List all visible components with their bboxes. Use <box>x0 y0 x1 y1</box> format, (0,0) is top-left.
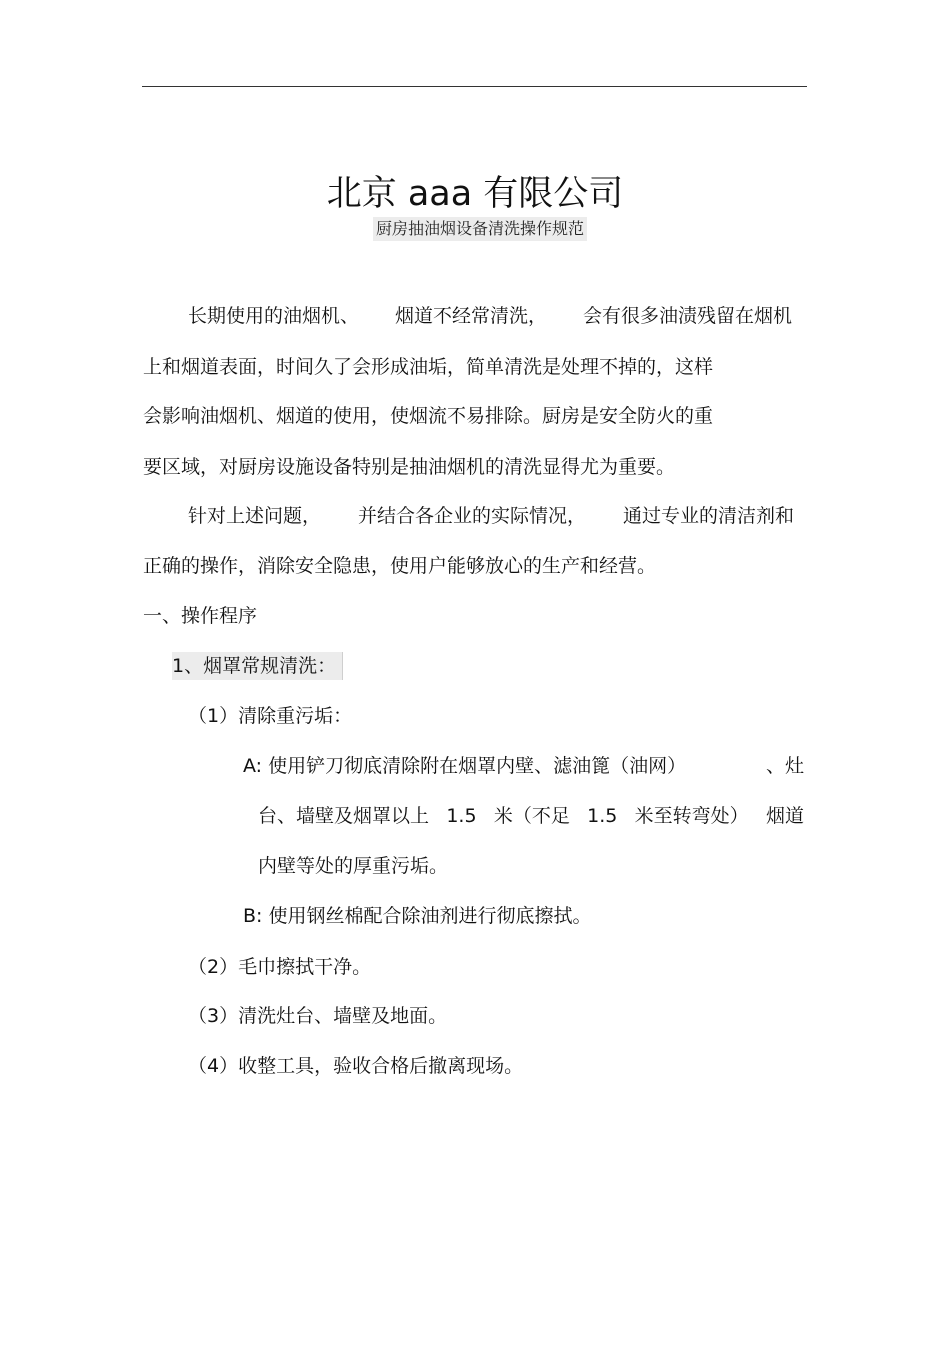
section-heading: 一、操作程序 <box>143 605 258 627</box>
paragraph1-line2: 上和烟道表面，时间久了会形成油垢，简单清洗是处理不掉的，这样 <box>143 356 714 378</box>
paragraph1-line1-part-c: 会有很多油渍残留在烟机 <box>582 305 792 327</box>
document-subtitle: 厨房抽油烟设备清洗操作规范 <box>373 217 587 241</box>
paragraph1-line4: 要区域，对厨房设施设备特别是抽油烟机的清洗显得尤为重要。 <box>143 456 676 478</box>
paragraph2-line1-part-a: 针对上述问题， <box>188 505 322 527</box>
paragraph2-line1-part-b: 并结合各企业的实际情况， <box>357 505 586 527</box>
step-b: B: 使用钢丝棉配合除油剂进行彻底擦拭。 <box>243 905 592 927</box>
company-title: 北京 aaa 有限公司 <box>326 174 624 214</box>
step-2: （2）毛巾擦拭干净。 <box>188 956 372 978</box>
paragraph1-line1-part-b: 烟道不经常清洗， <box>394 305 547 327</box>
subsection-heading-text: 1、烟罩常规清洗： <box>172 652 343 680</box>
subsection-heading <box>172 652 343 680</box>
step-a-line3: 内壁等处的厚重污垢。 <box>258 855 449 877</box>
step-a-line2-part-e: 米至转弯处） <box>634 805 749 827</box>
paragraph2-line2: 正确的操作，消除安全隐患，使用户能够放心的生产和经营。 <box>143 555 657 577</box>
paragraph1-line1-part-a: 长期使用的油烟机、 <box>188 305 360 327</box>
paragraph2-line1 <box>188 502 794 530</box>
step-a-line2-part-c: 米（不足 <box>493 805 570 827</box>
paragraph2-line1-part-c: 通过专业的清洁剂和 <box>622 505 794 527</box>
step-3: （3）清洗灶台、墙壁及地面。 <box>188 1005 448 1027</box>
step-a-line2-part-a: 台、墙壁及烟罩以上 <box>258 805 430 827</box>
header-rule <box>142 86 807 87</box>
step-a-line1-part-b: 、灶 <box>765 755 804 777</box>
step-a-line2-part-b: 1.5 <box>446 805 477 827</box>
paragraph1-line1 <box>188 302 792 330</box>
step-4: （4）收整工具，验收合格后撤离现场。 <box>188 1055 524 1077</box>
step-a-line1 <box>243 752 804 780</box>
step-a-line2-part-f: 烟道 <box>765 805 804 827</box>
step-a-line1-part-a: A: 使用铲刀彻底清除附在烟罩内壁、滤油篦（油网） <box>243 755 687 777</box>
step-1: （1）清除重污垢： <box>188 705 353 727</box>
step-a-line2 <box>258 802 804 830</box>
step-a-line2-part-d: 1.5 <box>587 805 618 827</box>
paragraph1-line3: 会影响油烟机、烟道的使用，使烟流不易排除。厨房是安全防火的重 <box>143 405 714 427</box>
